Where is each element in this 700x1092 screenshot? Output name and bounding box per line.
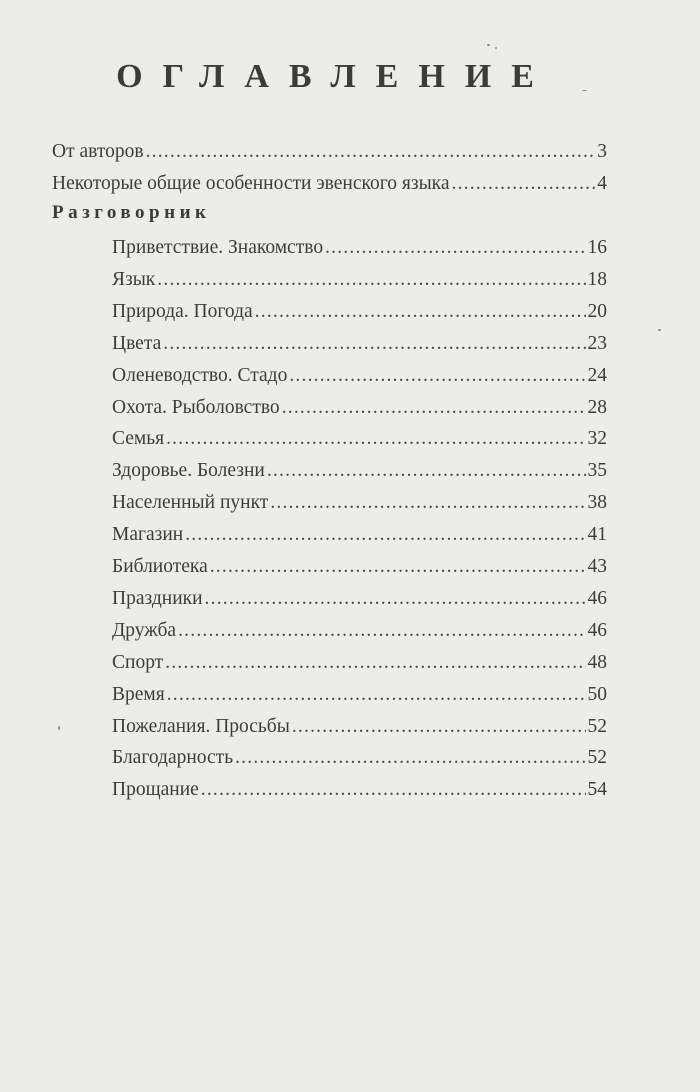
toc-entry-title: Праздники: [112, 588, 203, 609]
toc-entry-page: 50: [587, 684, 607, 705]
toc-entry-page: 4: [597, 173, 607, 194]
toc-entry-title: Приветствие. Знакомство: [112, 237, 324, 258]
toc-entry-page: 24: [587, 365, 607, 386]
dot-leader: [201, 778, 586, 802]
dot-leader: [452, 172, 596, 196]
dot-leader: [282, 396, 586, 420]
toc-entry: [52, 140, 607, 164]
toc-entry: [52, 172, 607, 196]
toc-entry-title: Прощание: [112, 779, 199, 800]
toc-entry-title: Некоторые общие особенности эвенского языка: [52, 173, 450, 194]
toc-entry-page: 35: [587, 460, 607, 481]
paper-speck: [495, 47, 497, 49]
toc-entry-title: Библиотека: [112, 556, 208, 577]
toc-entry: [112, 619, 607, 643]
dot-leader: [270, 491, 585, 515]
dot-leader: [178, 619, 585, 643]
toc-entry-title: Семья: [112, 428, 165, 449]
toc-entry: [112, 268, 607, 292]
toc-entry-title: Природа. Погода: [112, 301, 253, 322]
page-title: ОГЛАВЛЕНИЕ: [116, 58, 554, 95]
dot-leader: [146, 140, 596, 164]
toc-entry: [112, 523, 607, 547]
toc-entry-title: Населенный пункт: [112, 492, 269, 513]
dot-leader: [167, 683, 586, 707]
toc-entry-page: 18: [587, 269, 607, 290]
dot-leader: [235, 746, 585, 770]
toc-entry-title: Здоровье. Болезни: [112, 460, 265, 481]
toc-entry: [112, 427, 607, 451]
dot-leader: [292, 715, 586, 739]
dot-leader: [163, 332, 585, 356]
toc-entry: [112, 683, 607, 707]
toc-entry-title: Благодарность: [112, 747, 234, 768]
dot-leader: [185, 523, 585, 547]
toc-entry-page: 38: [587, 492, 607, 513]
dot-leader: [289, 364, 585, 388]
toc-entry: [112, 364, 607, 388]
toc-entry-page: 52: [587, 747, 607, 768]
toc-entry-page: 20: [587, 301, 607, 322]
toc-entry-page: 54: [587, 779, 607, 800]
toc-entry: [112, 587, 607, 611]
toc-entry: [112, 715, 607, 739]
dot-leader: [210, 555, 586, 579]
toc-entry-page: 48: [587, 652, 607, 673]
toc-entry-page: 41: [587, 524, 607, 545]
toc-entry-page: 52: [587, 716, 607, 737]
toc-entry-title: Дружба: [112, 620, 177, 641]
toc-entry-title: От авторов: [52, 141, 144, 162]
toc-entry-title: Охота. Рыболовство: [112, 397, 280, 418]
toc-entry-page: 28: [587, 397, 607, 418]
toc-entry-title: Спорт: [112, 652, 164, 673]
dot-leader: [165, 651, 585, 675]
toc-entry-title: Оленеводство. Стадо: [112, 365, 288, 386]
paper-speck: [582, 90, 587, 91]
toc-entry: [112, 778, 607, 802]
dot-leader: [255, 300, 586, 324]
toc-entry-title: Магазин: [112, 524, 184, 545]
toc-entry-title: Время: [112, 684, 165, 705]
toc-entry: [112, 555, 607, 579]
toc-entry-page: 16: [587, 237, 607, 258]
toc-entry-page: 32: [587, 428, 607, 449]
toc-entry-page: 43: [587, 556, 607, 577]
toc-entry-page: 46: [587, 588, 607, 609]
paper-speck: [658, 329, 661, 331]
toc-entry-title: Цвета: [112, 333, 162, 354]
toc-entry-title: Пожелания. Просьбы: [112, 716, 290, 737]
toc-entry: [112, 746, 607, 770]
dot-leader: [157, 268, 585, 292]
toc-entry: [112, 459, 607, 483]
paper-speck: [487, 44, 490, 46]
toc-entry: [112, 300, 607, 324]
toc-entry-title: Язык: [112, 269, 156, 290]
dot-leader: [267, 459, 586, 483]
toc-entry-page: 23: [587, 333, 607, 354]
toc-entry: [112, 491, 607, 515]
paper-speck: [58, 726, 60, 730]
dot-leader: [325, 236, 585, 260]
toc-entry-page: 3: [597, 141, 607, 162]
toc-entry: [112, 332, 607, 356]
section-heading: Разговорник: [52, 202, 211, 223]
dot-leader: [166, 427, 585, 451]
dot-leader: [205, 587, 586, 611]
toc-entry: [112, 396, 607, 420]
toc-entry: [112, 651, 607, 675]
toc-entry-page: 46: [587, 620, 607, 641]
toc-entry: [112, 236, 607, 260]
